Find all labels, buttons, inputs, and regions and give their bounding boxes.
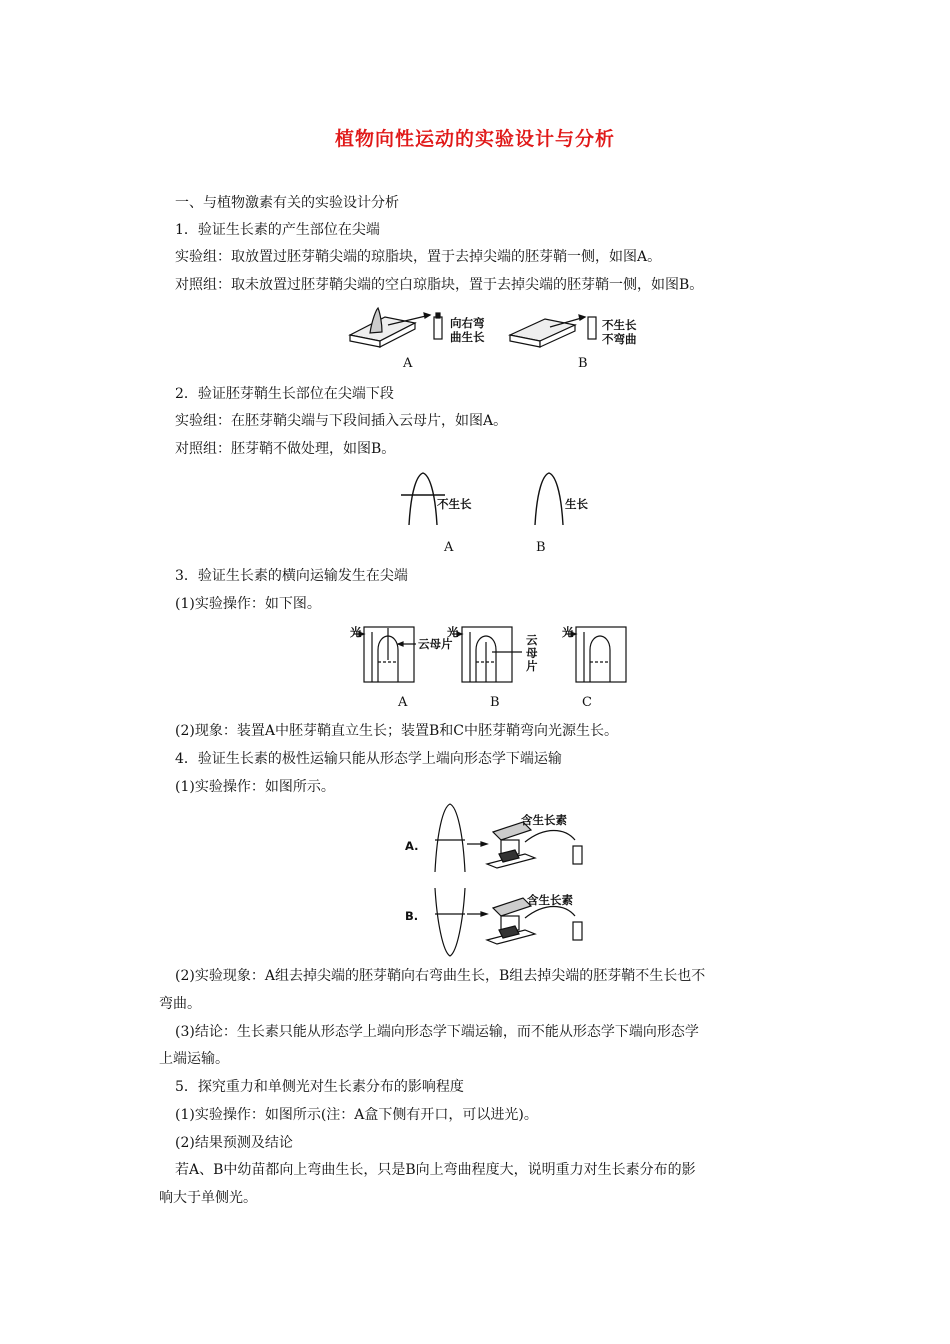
item-heading: 3．验证生长素的横向运输发生在尖端 <box>175 568 408 584</box>
fig3-mica-label: 云母片 <box>418 637 453 651</box>
item-heading: 1．验证生长素的产生部位在尖端 <box>175 222 380 238</box>
paragraph: (1)实验操作：如图所示。 <box>175 779 335 795</box>
setup-a-diagram <box>354 627 416 682</box>
intact-coleoptile-diagram <box>535 473 563 525</box>
paragraph: (2)现象：装置A中胚芽鞘直立生长；装置B和C中胚芽鞘弯向光源生长。 <box>175 723 618 739</box>
fig2-caption-a: A <box>444 540 454 555</box>
paragraph: 实验组：在胚芽鞘尖端与下段间插入云母片，如图A。 <box>175 413 508 429</box>
paragraph: (2)实验现象：A组去掉尖端的胚芽鞘向右弯曲生长，B组去掉尖端的胚芽鞘不生长也不 <box>175 968 706 984</box>
paragraph-continued: 弯曲。 <box>159 996 201 1012</box>
figure-4 <box>395 802 605 962</box>
fig3-mica-v1: 云 <box>526 633 538 647</box>
fig1-caption-b: B <box>578 356 588 371</box>
fig3-caption-a: A <box>398 695 408 710</box>
fig1-label-a2: 曲生长 <box>450 330 485 344</box>
fig2-label-a: 不生长 <box>437 497 472 511</box>
paragraph: (2)结果预测及结论 <box>175 1135 293 1151</box>
figure-1 <box>340 305 680 385</box>
paragraph: 对照组：胚芽鞘不做处理，如图B。 <box>175 441 396 457</box>
fig1-label-a1: 向右弯 <box>450 316 485 330</box>
fig3-caption-c: C <box>582 695 592 710</box>
paragraph: (1)实验操作：如图所示(注：A盒下侧有开口，可以进光)。 <box>175 1107 538 1123</box>
fig3-light-b: 光 <box>447 625 459 639</box>
fig2-caption-b: B <box>536 540 546 555</box>
fig4-auxin-b: 含生长素 <box>527 893 573 907</box>
fig3-light-c: 光 <box>562 625 574 639</box>
figure-3 <box>350 622 640 687</box>
figure-2 <box>395 470 615 530</box>
blank-agar-block-diagram <box>510 315 596 347</box>
fig4-row-a: A. <box>405 839 419 853</box>
section-heading: 一、与植物激素有关的实验设计分析 <box>175 195 399 211</box>
paragraph: 对照组：取未放置过胚芽鞘尖端的空白琼脂块，置于去掉尖端的胚芽鞘一侧，如图B。 <box>175 277 704 293</box>
setup-c-diagram <box>566 627 626 682</box>
fig3-mica-v2: 母 <box>526 646 538 660</box>
paragraph: (1)实验操作：如下图。 <box>175 596 321 612</box>
fig3-mica-v3: 片 <box>526 659 538 673</box>
fig2-label-b: 生长 <box>565 497 588 511</box>
agar-block-with-tip-diagram <box>350 308 442 347</box>
item-heading: 2．验证胚芽鞘生长部位在尖端下段 <box>175 386 394 402</box>
fig3-caption-b: B <box>490 695 500 710</box>
fig3-light-a: 光 <box>350 625 362 639</box>
paragraph-continued: 上端运输。 <box>159 1051 229 1067</box>
fig1-label-b2: 不弯曲 <box>602 332 637 346</box>
fig4-row-b: B. <box>405 909 419 923</box>
paragraph: (3)结论：生长素只能从形态学上端向形态学下端运输，而不能从形态学下端向形态学 <box>175 1024 699 1040</box>
paragraph-continued: 响大于单侧光。 <box>159 1190 257 1206</box>
paragraph: 实验组：取放置过胚芽鞘尖端的琼脂块，置于去掉尖端的胚芽鞘一侧，如图A。 <box>175 249 662 265</box>
page-title: 植物向性运动的实验设计与分析 <box>334 128 615 150</box>
paragraph: 若A、B中幼苗都向上弯曲生长，只是B向上弯曲程度大，说明重力对生长素分布的影 <box>175 1162 696 1178</box>
fig1-label-b1: 不生长 <box>602 318 637 332</box>
fig1-caption-a: A <box>403 356 413 371</box>
item-heading: 5．探究重力和单侧光对生长素分布的影响程度 <box>175 1079 464 1095</box>
fig4-auxin-a: 含生长素 <box>521 813 567 827</box>
item-heading: 4．验证生长素的极性运输只能从形态学上端向形态学下端运输 <box>175 751 562 767</box>
setup-b-diagram <box>452 627 522 682</box>
